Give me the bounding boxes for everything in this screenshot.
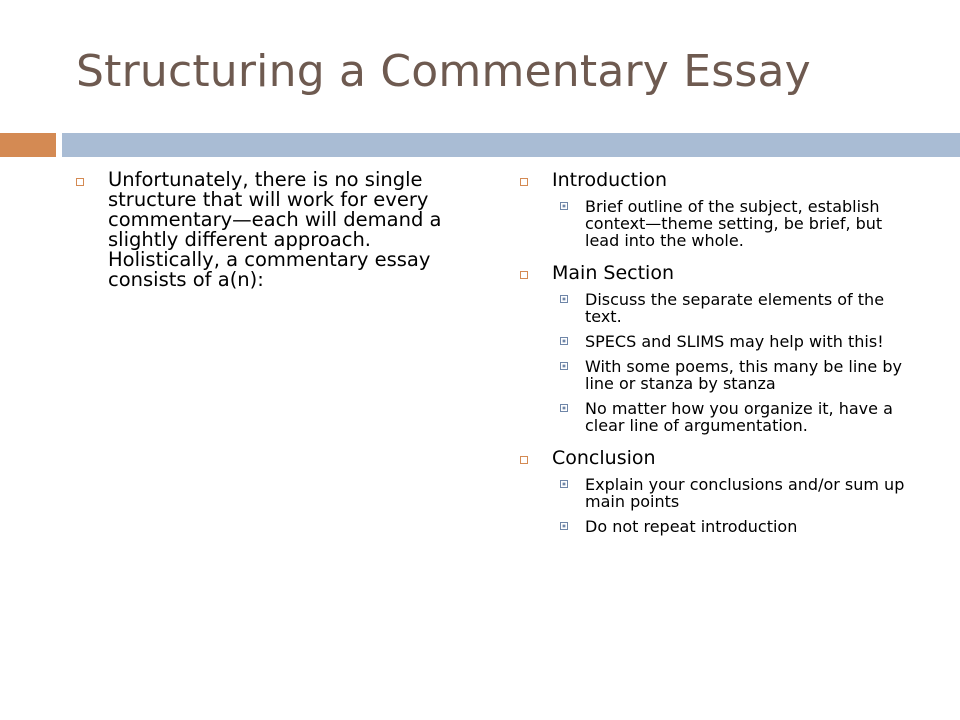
sub-bullet-text: Discuss the separate elements of the text.	[585, 290, 885, 326]
left-column	[76, 170, 456, 290]
section-main	[520, 263, 910, 434]
filled-square-icon	[560, 522, 568, 530]
section-conclusion	[520, 448, 910, 535]
hollow-square-icon	[76, 178, 84, 186]
sub-bullet-text: Brief outline of the subject, establish context—theme setting, be brief, but lead into the whole.	[585, 197, 883, 250]
sub-bullet-text: Do not repeat introduction	[585, 517, 798, 536]
sub-bullet-list	[552, 476, 910, 535]
filled-square-icon	[560, 362, 568, 370]
list-item	[552, 476, 910, 510]
section-introduction	[520, 170, 910, 249]
section-heading: Introduction	[552, 169, 668, 191]
filled-square-icon	[560, 295, 568, 303]
section-heading: Conclusion	[552, 447, 656, 469]
accent-bar-blue	[62, 133, 960, 157]
sub-bullet-text: With some poems, this many be line by line or stanza by stanza	[585, 357, 902, 393]
accent-bar-orange	[0, 133, 56, 157]
sub-bullet-text: Explain your conclusions and/or sum up main points	[585, 475, 905, 511]
list-item	[552, 291, 910, 325]
sub-bullet-list	[552, 291, 910, 434]
hollow-square-icon	[520, 456, 528, 464]
list-item	[552, 400, 910, 434]
right-column	[520, 170, 910, 535]
filled-square-icon	[560, 404, 568, 412]
section-heading: Main Section	[552, 262, 674, 284]
right-bullet-list	[520, 170, 910, 535]
hollow-square-icon	[520, 271, 528, 279]
list-item	[552, 333, 910, 350]
filled-square-icon	[560, 480, 568, 488]
sub-bullet-text: No matter how you organize it, have a clear line of argumentation.	[585, 399, 893, 435]
slide-title: Structuring a Commentary Essay	[76, 46, 811, 97]
sub-bullet-text: SPECS and SLIMS may help with this!	[585, 332, 884, 351]
list-item	[552, 198, 910, 249]
hollow-square-icon	[520, 178, 528, 186]
filled-square-icon	[560, 337, 568, 345]
sub-bullet-list	[552, 198, 910, 249]
list-item	[552, 358, 910, 392]
left-bullet-list	[76, 170, 456, 290]
filled-square-icon	[560, 202, 568, 210]
left-bullet-text: Unfortunately, there is no single structure that will work for every commentary—each will demand a slightly different approach. Holistically, a commentary essay consists of a(n):	[108, 168, 442, 291]
list-item	[76, 170, 456, 290]
list-item	[552, 518, 910, 535]
